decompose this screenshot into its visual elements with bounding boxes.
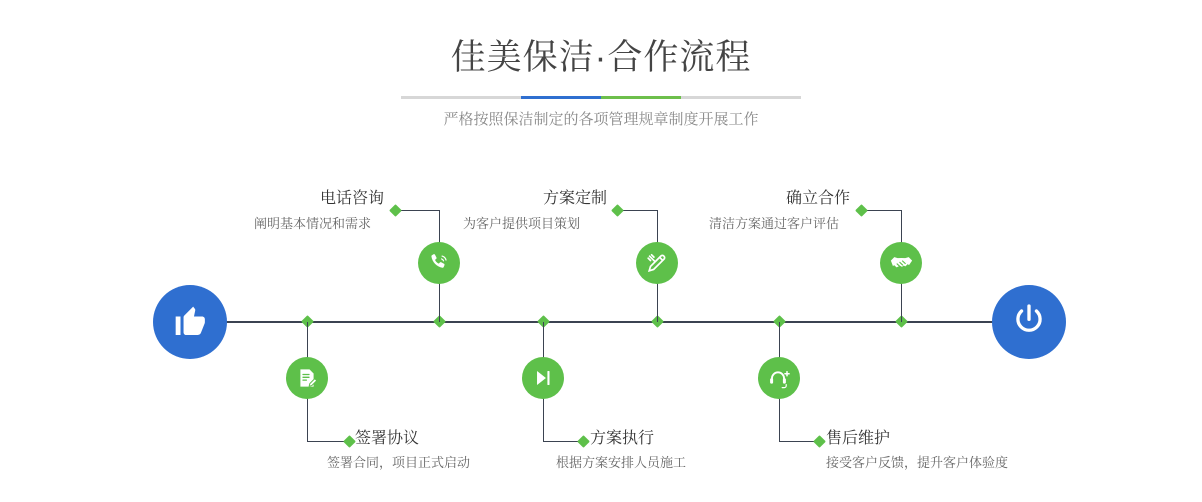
pen-ruler-icon — [645, 251, 669, 275]
step-2-desc: 签署合同，项目正式启动 — [327, 455, 471, 470]
connector-dot-step-5 — [855, 204, 868, 217]
step-6-label: 售后维护 — [826, 430, 891, 447]
step-2-icon-circle — [286, 357, 328, 399]
step-5-icon-circle — [880, 242, 922, 284]
step-3-desc: 为客户提供项目策划 — [463, 216, 581, 231]
contract-edit-icon — [295, 366, 319, 390]
power-icon — [1010, 301, 1048, 344]
thumbs-up-icon — [170, 300, 210, 345]
step-4-desc: 根据方案安排人员施工 — [556, 455, 687, 470]
phone-icon — [427, 251, 451, 275]
step-4-icon-circle — [522, 357, 564, 399]
play-forward-icon — [532, 367, 554, 389]
divider-segment-blue — [521, 96, 601, 99]
step-5-label: 确立合作 — [786, 190, 851, 207]
step-3-icon-circle — [636, 242, 678, 284]
connector-dot-step-2 — [343, 435, 356, 448]
step-2-label: 签署协议 — [355, 430, 420, 447]
step-1-desc: 阐明基本情况和需求 — [254, 216, 372, 231]
connector-dot-step-4 — [577, 435, 590, 448]
divider-segment-gray-right — [681, 96, 801, 99]
connector-dot-step-3 — [611, 204, 624, 217]
divider-segment-gray-left — [401, 96, 521, 99]
step-6-icon-circle — [758, 357, 800, 399]
page-subtitle: 严格按照保洁制定的各项管理规章制度开展工作 — [443, 111, 759, 128]
step-1-icon-circle — [418, 242, 460, 284]
page-title: 佳美保洁·合作流程 — [450, 38, 752, 77]
step-4-label: 方案执行 — [590, 430, 655, 447]
title-divider — [401, 96, 801, 99]
end-endpoint — [992, 285, 1066, 359]
connector-dot-step-1 — [389, 204, 402, 217]
handshake-icon — [889, 251, 914, 276]
divider-segment-green — [601, 96, 681, 99]
step-5-desc: 清洁方案通过客户评估 — [709, 216, 840, 231]
step-3-label: 方案定制 — [543, 190, 608, 207]
step-6-desc: 接受客户反馈，提升客户体验度 — [826, 455, 1009, 470]
step-1-label: 电话咨询 — [320, 190, 385, 207]
start-endpoint — [153, 285, 227, 359]
headset-support-icon — [767, 366, 791, 390]
connector-dot-step-6 — [813, 435, 826, 448]
